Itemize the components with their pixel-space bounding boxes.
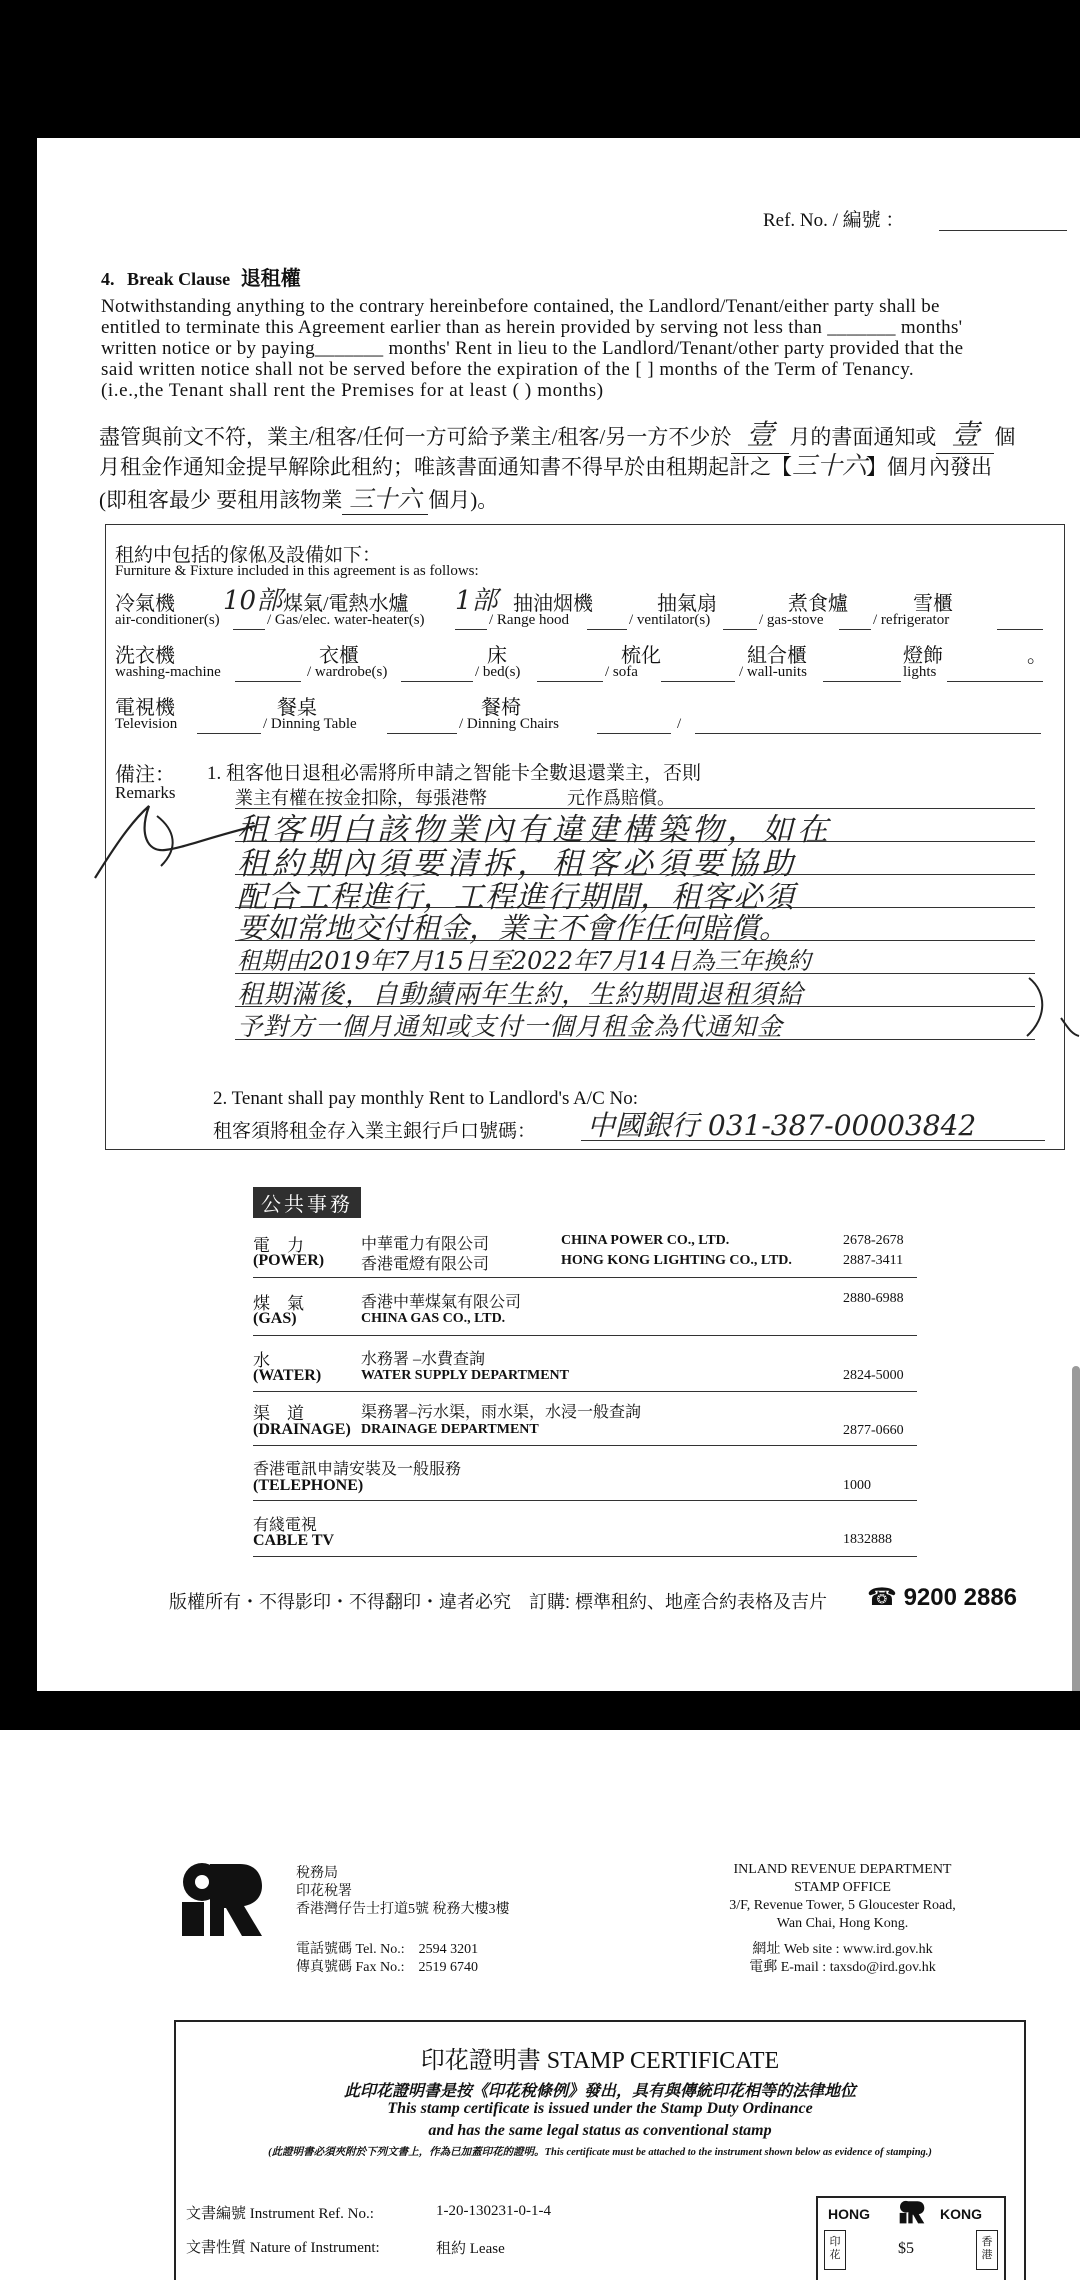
furniture-stove-zh: 煮食爐 [788, 593, 848, 615]
fill-line [695, 733, 1041, 734]
break-clause-title-zh: 退租權 [240, 268, 301, 290]
zh-line3-a: (即租客最少 要租用該物業 [99, 488, 343, 512]
utility-cable-phone: 1832888 [843, 1532, 892, 1547]
hand-remark-line-4: 要如常地交付租金，業主不會作任何賠償。 [237, 911, 789, 945]
utility-telephone-en: (TELEPHONE) [253, 1477, 364, 1494]
break-clause-title-en: Break Clause [127, 269, 231, 289]
hand-min-months: 三十六 [342, 479, 428, 515]
ird-zh-1: 稅務局 [296, 1866, 338, 1881]
furniture-chairs-zh: 餐椅 [481, 697, 521, 719]
break-clause-line-2: entitled to terminate this Agreement earlier than as herein provided by serving not less than _______ months' [101, 317, 963, 338]
instrument-ref-label: 文書編號 Instrument Ref. No.: [186, 2206, 374, 2222]
utility-drainage-company-en: DRAINAGE DEPARTMENT [361, 1422, 539, 1437]
break-clause-zh-line-2 [99, 446, 992, 482]
utility-divider [253, 1277, 917, 1278]
fill-line [401, 681, 473, 682]
ird-fax: 傳真號碼 Fax No.: 2519 6740 [296, 1960, 478, 1975]
utility-cable-zh: 有綫電視 [253, 1517, 318, 1534]
utility-power-company-en-1: CHINA POWER CO., LTD. [561, 1233, 730, 1248]
phone-icon: ☎ [867, 1584, 897, 1611]
zh-line1-a: 盡管與前文不符，業主/租客/任何一方可給予業主/租客/另一方不少於 [99, 425, 732, 449]
utility-gas-zh: 煤 氣 [253, 1294, 304, 1313]
fill-line [387, 733, 457, 734]
stamp-kong: KONG [940, 2206, 982, 2222]
furniture-table-en: / Dinning Table [263, 716, 357, 732]
fill-line [823, 681, 901, 682]
ird-zh-2: 印花稅署 [296, 1884, 352, 1899]
utility-divider [253, 1335, 917, 1336]
certificate-sub-2: This stamp certificate is issued under the Stamp Duty Ordinance [387, 2100, 813, 2117]
stamp-logo-icon [898, 2200, 926, 2224]
utility-drainage-company-zh: 渠務署–污水渠，雨水渠，水浸一般查詢 [361, 1404, 642, 1421]
zh-line1-c: 個 [994, 425, 1016, 449]
utility-divider [253, 1500, 917, 1501]
fill-line [587, 629, 627, 630]
hand-heater-count: 1部 [455, 586, 498, 616]
remarks-label-zh: 備注： [115, 764, 175, 786]
ird-en-2: STAMP OFFICE [794, 1880, 891, 1895]
utility-divider [253, 1391, 917, 1392]
break-clause-zh-line-3 [99, 479, 498, 515]
hand-remark-line-2: 租約期內須要清拆，租客必須要協助 [237, 846, 797, 882]
utility-water-phone: 2824-5000 [843, 1368, 904, 1383]
ref-no-line [939, 230, 1067, 231]
ird-web: 網址 Web site : www.ird.gov.hk [752, 1942, 933, 1957]
utility-power-company-zh-2: 香港電燈有限公司 [361, 1256, 490, 1273]
furniture-lights-en: lights [903, 664, 937, 680]
utility-telephone-phone: 1000 [843, 1478, 871, 1493]
furniture-rangehood-zh: 抽油烟機 [513, 593, 593, 615]
ird-en-3: 3/F, Revenue Tower, 5 Gloucester Road, [729, 1898, 956, 1913]
stamp-right-seal: 香港 [976, 2230, 998, 2270]
remarks-item-2-en: 2. Tenant shall pay monthly Rent to Landlord's A/C No: [213, 1088, 638, 1109]
furniture-lights-zh: 燈飾 [903, 645, 943, 667]
fill-line [597, 733, 671, 734]
utility-power-zh: 電 力 [253, 1236, 304, 1255]
hand-term-months: 三十六 [792, 451, 868, 480]
utility-power-company-en-2: HONG KONG LIGHTING CO., LTD. [561, 1253, 792, 1268]
furniture-sofa-zh: 梳化 [621, 645, 661, 667]
stamp-amount: $5 [898, 2240, 914, 2257]
remarks-label-en: Remarks [115, 783, 176, 802]
remarks-item-1-c-text: 元作爲賠償。 [567, 788, 675, 808]
stamp-left-seal: 印花 [824, 2230, 846, 2270]
utility-drainage-zh: 渠 道 [253, 1404, 304, 1423]
hand-remark-line-6: 租期滿後，自動續兩年生約，生約期間退租須給 [237, 980, 805, 1010]
hand-notice-months: 壹 [731, 413, 789, 454]
margin-bracket-mark [1017, 974, 1080, 1044]
utility-power-phone-2: 2887-3411 [843, 1253, 904, 1268]
furniture-aircon-zh: 冷氣機 [115, 593, 175, 615]
hand-rent-months: 壹 [936, 413, 994, 454]
hand-remark-line-5: 租期由2019年7月15日至2022年7月14日為三年換約 [237, 947, 811, 975]
break-clause-line-1: Notwithstanding anything to the contrary hereinbefore contained, the Landlord/Tenant/either party shall be [101, 296, 940, 317]
fill-line [723, 629, 757, 630]
instrument-nature-value: 租約 Lease [436, 2241, 505, 2257]
furniture-title-zh: 租約中包括的傢俬及設備如下： [115, 545, 382, 566]
hand-remark-line-3: 配合工程進行，工程進行期間，租客必須 [237, 880, 795, 915]
zh-line1-b: 月的書面通知或 [789, 425, 937, 449]
zh-line3-b: 個月)。 [428, 488, 499, 512]
break-clause-heading [101, 262, 301, 291]
utility-drainage-en: (DRAINAGE) [253, 1421, 351, 1438]
utility-cable-en: CABLE TV [253, 1532, 335, 1549]
furniture-rangehood-en: / Range hood [489, 612, 569, 628]
furniture-tv-zh: 電視機 [115, 697, 175, 719]
furniture-heater-zh: 煤氣/電熱水爐 [283, 593, 409, 615]
utility-gas-company-zh: 香港中華煤氣有限公司 [361, 1294, 522, 1311]
utility-power-en: (POWER) [253, 1252, 325, 1269]
hong-kong-stamp [816, 2196, 1006, 2280]
ird-en-1: INLAND REVENUE DEPARTMENT [733, 1862, 952, 1877]
furniture-row2-end-mark: 。 [1027, 645, 1047, 667]
utilities-header: 公共事務 [253, 1187, 361, 1218]
utility-power-phone-1: 2678-2678 [843, 1233, 904, 1248]
ird-en-4: Wan Chai, Hong Kong. [776, 1916, 909, 1931]
certificate-title: 印花證明書 STAMP CERTIFICATE [420, 2048, 780, 2074]
fill-line [197, 733, 261, 734]
instrument-ref-value: 1-20-130231-0-1-4 [436, 2203, 551, 2219]
certificate-sub-1: 此印花證明書是按《印花稅條例》發出，具有與傳統印花相等的法律地位 [343, 2083, 856, 2100]
page-scrollbar[interactable] [1072, 1366, 1080, 1691]
remarks-item-1-a: 1. 租客他日退租必需將所申請之智能卡全數退還業主，否則 [207, 763, 702, 784]
furniture-washer-en: washing-machine [115, 664, 221, 680]
fill-line [947, 681, 1043, 682]
zh-line2-b: 】個月內發出 [866, 455, 992, 479]
utility-gas-en: (GAS) [253, 1310, 297, 1327]
utility-water-company-en: WATER SUPPLY DEPARTMENT [361, 1368, 569, 1383]
fill-line [839, 629, 871, 630]
ird-zh-3: 香港灣仔告士打道5號 稅務大樓3樓 [296, 1902, 510, 1917]
ird-email: 電郵 E-mail : taxsdo@ird.gov.hk [749, 1960, 936, 1975]
utility-telephone-zh: 香港電訊申請安裝及一般服務 [253, 1461, 462, 1478]
furniture-chairs-en: / Dinning Chairs [459, 716, 559, 732]
furniture-title-en: Furniture & Fixture included in this agreement is as follows: [115, 563, 479, 579]
ird-tel: 電話號碼 Tel. No.: 2594 3201 [296, 1942, 479, 1957]
certificate-sub-4: (此證明書必須夾附於下列文書上，作為已加蓋印花的證明。This certificate must be attached to the instrument shown below as evidence of stamping.) [268, 2147, 932, 2158]
furniture-bed-zh: 床 [487, 645, 507, 667]
furniture-washer-zh: 洗衣機 [115, 645, 175, 667]
lease-page [37, 138, 1080, 1691]
utility-power-company-zh-1: 中華電力有限公司 [361, 1236, 490, 1253]
furniture-bed-en: / bed(s) [475, 664, 521, 680]
fill-line [661, 681, 735, 682]
utility-divider [253, 1445, 917, 1446]
margin-scribble-mark [87, 786, 262, 886]
ref-no-label: Ref. No. / 編號 ： [763, 210, 905, 231]
fill-line [997, 629, 1043, 630]
furniture-fridge-zh: 雪櫃 [913, 593, 953, 615]
fill-line [235, 681, 301, 682]
certificate-sub-3: and has the same legal status as conventional stamp [428, 2122, 772, 2139]
furniture-ventilator-en: / ventilator(s) [629, 612, 711, 628]
utility-drainage-phone: 2877-0660 [843, 1423, 904, 1438]
furniture-tv-en: Television [115, 716, 178, 732]
section-number: 4. [101, 269, 115, 289]
furniture-wardrobe-en: / wardrobe(s) [307, 664, 388, 680]
utility-water-en: (WATER) [253, 1367, 322, 1384]
furniture-stove-en: / gas-stove [759, 612, 824, 628]
remarks-item-2-zh: 租客須將租金存入業主銀行戶口號碼： [213, 1121, 537, 1142]
hand-remark-line-1: 租客明白該物業內有違建構築物，如在 [237, 812, 832, 848]
furniture-wallunits-en: / wall-units [739, 664, 807, 680]
utility-divider [253, 1556, 917, 1557]
hand-remark-line-7: 予對方一個月通知或支付一個月租金為代通知金 [237, 1012, 784, 1041]
footer-phone-number: 9200 2886 [903, 1584, 1018, 1611]
remarks-item-1-b-text: 業主有權在按金扣除，每張港幣 [235, 788, 487, 808]
furniture-wardrobe-zh: 衣櫃 [319, 645, 359, 667]
instrument-nature-label: 文書性質 Nature of Instrument: [186, 2240, 380, 2256]
hand-aircon-count: 10部 [223, 586, 283, 616]
furniture-fridge-en: / refrigerator [873, 612, 950, 628]
furniture-table-zh: 餐桌 [277, 697, 317, 719]
break-clause-line-5: (i.e.,the Tenant shall rent the Premises for at least ( ) months) [101, 380, 604, 401]
utility-water-company-zh: 水務署 –水費查詢 [361, 1351, 486, 1368]
furniture-wallunits-zh: 組合櫃 [747, 645, 807, 667]
fill-line [537, 681, 603, 682]
utility-water-zh: 水 [253, 1351, 270, 1370]
fill-line [455, 629, 487, 630]
utility-gas-company-en: CHINA GAS CO., LTD. [361, 1311, 506, 1326]
furniture-slash: / [677, 716, 682, 732]
stamp-certificate-page [0, 1730, 1080, 2280]
furniture-ventilator-zh: 抽氣扇 [657, 593, 717, 615]
furniture-sofa-en: / sofa [605, 664, 638, 680]
utility-gas-phone: 2880-6988 [843, 1291, 904, 1306]
furniture-heater-en: / Gas/elec. water-heater(s) [267, 612, 425, 628]
break-clause-line-3: written notice or by paying_______ months' Rent in lieu to the Landlord/Tenant/other party provided that the [101, 338, 964, 359]
zh-line2-a: 月租金作通知金提早解除此租約；唯該書面通知書不得早於由租期起計之【 [99, 455, 792, 479]
hand-bank-account: 中國銀行 031-387-00003842 [587, 1109, 977, 1142]
fill-line [233, 629, 265, 630]
break-clause-line-4: said written notice shall not be served before the expiration of the [ ] months of the Term of Tenancy. [101, 359, 915, 380]
ird-logo-icon [180, 1860, 264, 1938]
furniture-aircon-en: air-conditioner(s) [115, 612, 220, 628]
footer-phone [867, 1583, 1017, 1612]
copyright-footer: 版權所有・不得影印・不得翻印・違者必究 訂購: 標準租約、地產合約表格及吉片 [169, 1592, 827, 1612]
stamp-hong: HONG [828, 2206, 870, 2222]
